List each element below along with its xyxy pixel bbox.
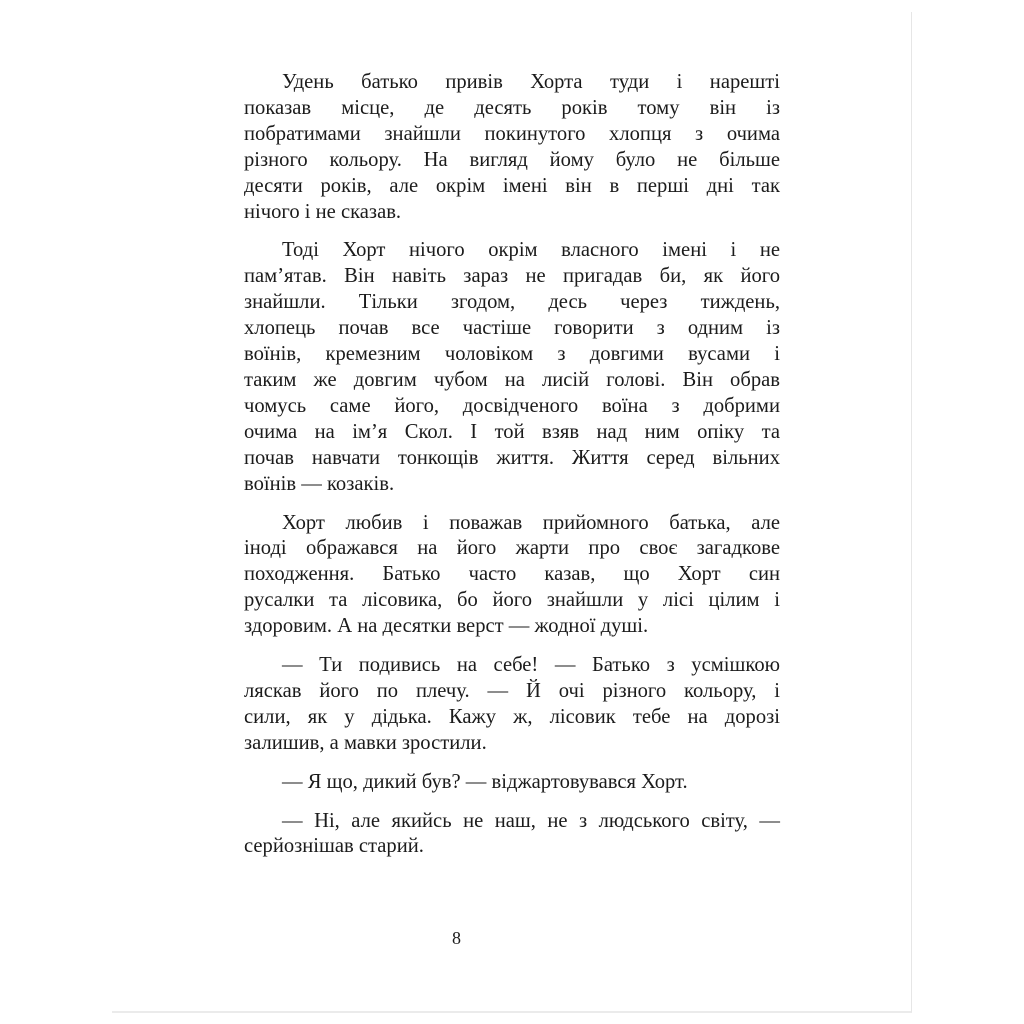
text-line: — Я що, дикий був? — віджартовувався Хорт. (282, 770, 688, 793)
text-line: знайшли. Тільки згодом, десь через тиждень, (244, 291, 780, 314)
paragraph-1 (244, 70, 780, 225)
text-line: нічого і не сказав. (244, 200, 402, 223)
text-line: походження. Батько часто казав, що Хорт син (244, 563, 780, 586)
page-body-text (244, 70, 780, 873)
paragraph-3 (244, 511, 780, 641)
text-line: воїнів — козаків. (244, 472, 395, 495)
text-line: різного кольору. На вигляд йому було не більше (244, 148, 780, 171)
text-line: серйознішав старий. (244, 835, 424, 858)
text-line: русалки та лісовика, бо його знайшли у лісі цілим і (244, 589, 780, 612)
text-line: іноді ображався на його жарти про своє загадкове (244, 537, 780, 560)
paragraph-6-dialogue (244, 809, 780, 861)
text-line: — Ти подивись на себе! — Батько з усмішкою (282, 654, 780, 677)
text-line: — Ні, але якийсь не наш, не з людського світу, — (282, 809, 780, 832)
book-page (112, 12, 912, 1013)
text-line: пам’ятав. Він навіть зараз не пригадав би, як його (244, 265, 780, 288)
text-line: Тоді Хорт нічого окрім власного імені і не (282, 239, 780, 262)
text-line: ляскав його по плечу. — Й очі різного кольору, і (244, 679, 780, 702)
text-line: сили, як у дідька. Кажу ж, лісовик тебе на дорозі (244, 705, 780, 728)
text-line: очима на ім’я Скол. І той взяв над ним опіку та (244, 420, 780, 443)
text-line: почав навчати тонкощів життя. Життя серед вільних (244, 446, 780, 469)
text-line: десяти років, але окрім імені він в перші дні так (244, 174, 780, 197)
text-line: залишив, а мавки зростили. (244, 731, 487, 754)
text-line: таким же довгим чубом на лисій голові. Він обрав (244, 368, 780, 391)
text-line: побратимами знайшли покинутого хлопця з очима (244, 122, 780, 145)
text-line: чомусь саме його, досвідченого воїна з добрими (244, 394, 780, 417)
page-number (112, 928, 911, 949)
text-line: Удень батько привів Хорта туди і нарешті (282, 71, 780, 93)
paragraph-2 (244, 238, 780, 497)
text-line: здоровим. А на десятки верст — жодної душі. (244, 615, 649, 638)
text-line: хлопець почав все частіше говорити з одним із (244, 317, 780, 340)
text-line: показав місце, де десять років тому він із (244, 96, 780, 119)
text-line: Хорт любив і поважав прийомного батька, але (282, 511, 780, 534)
paragraph-4-dialogue (244, 653, 780, 757)
paragraph-5-dialogue (244, 770, 780, 796)
page-number-value: 8 (452, 928, 461, 948)
text-line: воїнів, кремезним чоловіком з довгими вусами і (244, 343, 780, 366)
